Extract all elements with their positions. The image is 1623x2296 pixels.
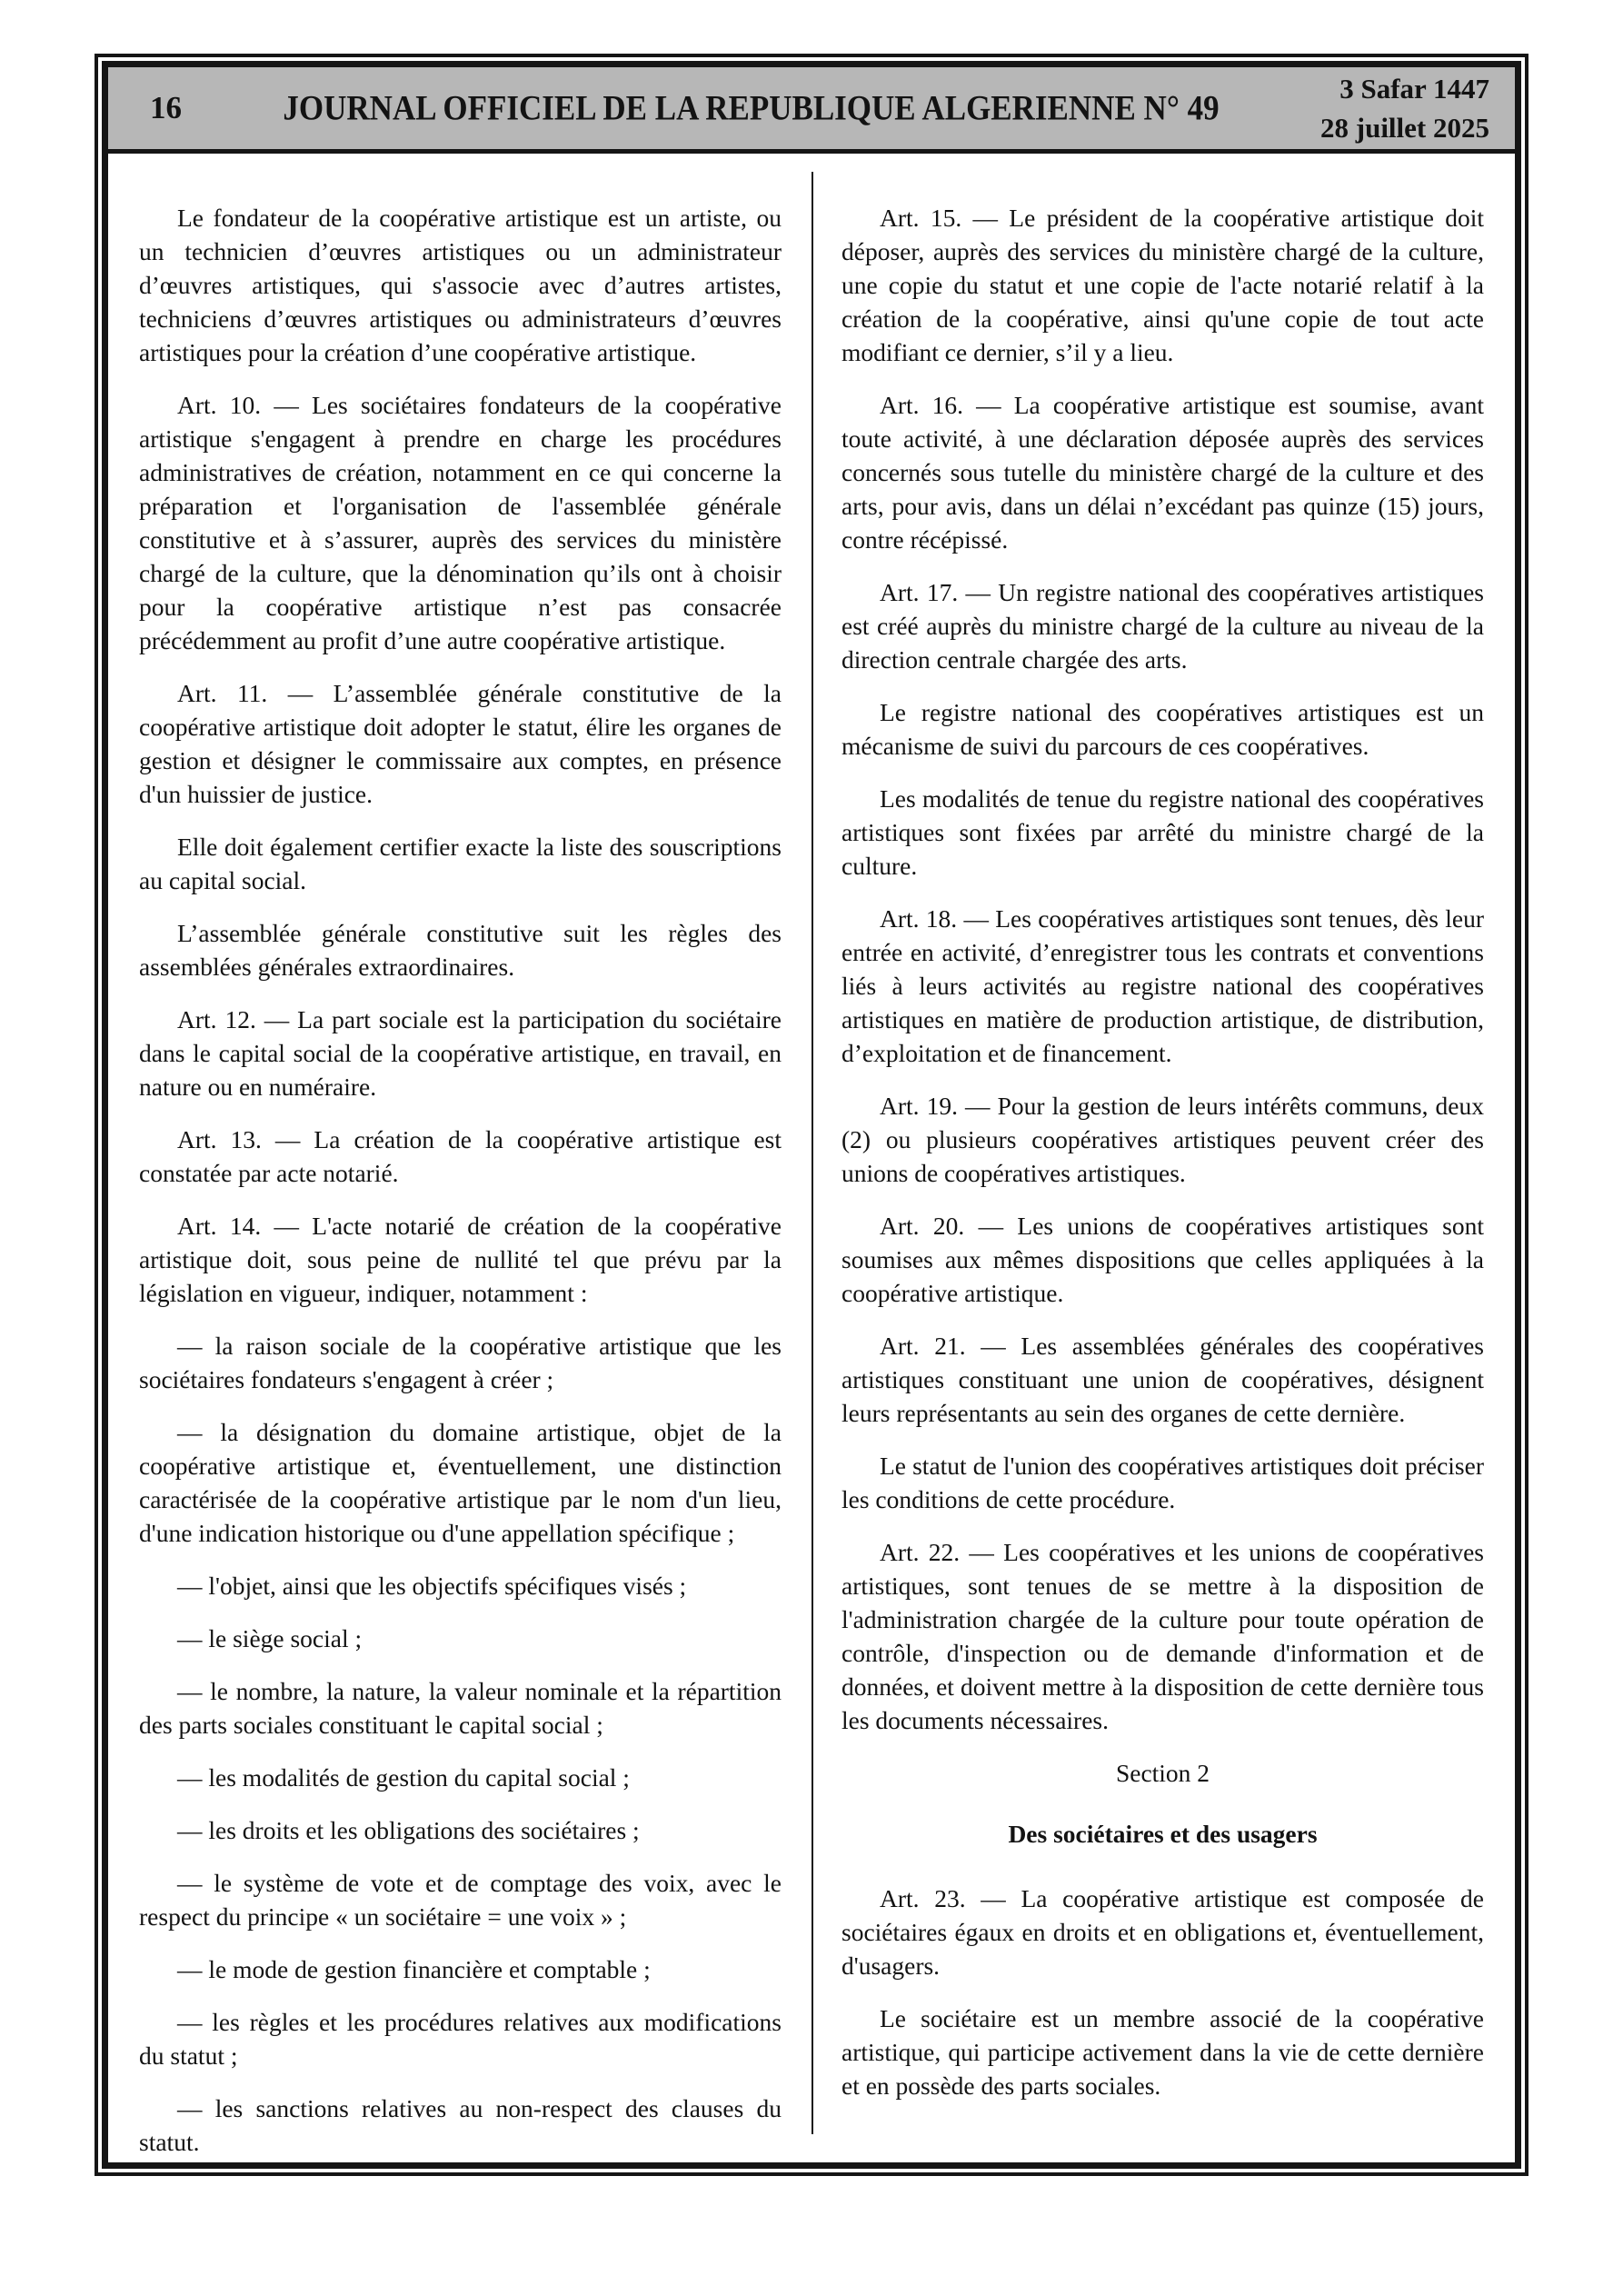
- article-11-paragraph: Art. 11. — L’assemblée générale constitutive de la coopérative artistique doit adopter le statut, élire les organes de gestion et désigner le commissaire aux comptes, en présence d'un huissier de justice.: [139, 679, 782, 808]
- article-20-paragraph: Art. 20. — Les unions de coopératives artistiques sont soumises aux mêmes dispositions que celles appliquées à la coopérative artistique.: [841, 1212, 1484, 1307]
- list-item: — le système de vote et de comptage des voix, avec le respect du principe « un sociétaire = une voix » ;: [139, 1869, 782, 1931]
- page-body: [108, 154, 1515, 2169]
- list-item: — l'objet, ainsi que les objectifs spécifiques visés ;: [177, 1572, 687, 1600]
- page-inner-frame: [102, 61, 1521, 2169]
- article-10-paragraph: Art. 10. — Les sociétaires fondateurs de la coopérative artistique s'engagent à prendre en charge les procédures administratives de création, notamment en ce qui concerne la préparation et l'organisation de l'assemblée générale constitutive et à s’assurer, auprès des services du ministère chargé de la culture, que la dénomination qu’ils ont à choisir pour la coopérative artistique n’est pas consacrée précédemment au profit d’une autre coopérative artistique.: [139, 391, 782, 654]
- list-item: — les modalités de gestion du capital social ;: [177, 1763, 630, 1792]
- section-title: Des sociétaires et des usagers: [1008, 1820, 1318, 1848]
- section-label: Section 2: [1115, 1759, 1210, 1787]
- article-11-paragraph-2: Elle doit également certifier exacte la liste des souscriptions au capital social.: [139, 833, 782, 894]
- page-header: [108, 67, 1515, 154]
- page-number: 16: [150, 90, 182, 125]
- article-17-paragraph-2: Le registre national des coopératives artistiques est un mécanisme de suivi du parcours de ces coopératives.: [841, 698, 1484, 760]
- article-23-paragraph-2: Le sociétaire est un membre associé de la coopérative artistique, qui participe activement dans la vie de cette dernière et en possède des parts sociales.: [841, 2004, 1484, 2100]
- page-outer-frame: [95, 54, 1528, 2176]
- list-item: — le mode de gestion financière et comptable ;: [177, 1955, 651, 1983]
- list-item: — les sanctions relatives au non-respect des clauses du statut.: [139, 2094, 782, 2156]
- list-item: — le siège social ;: [177, 1624, 363, 1652]
- article-18-paragraph: Art. 18. — Les coopératives artistiques sont tenues, dès leur entrée en activité, d’enregistrer tous les contrats et conventions liés à leurs activités au registre national des coopératives artistiques en matière de production artistique, de distribution, d’exploitation et de financement.: [841, 904, 1484, 1067]
- date-hijri: 3 Safar 1447: [1339, 73, 1489, 105]
- article-16-paragraph: Art. 16. — La coopérative artistique est soumise, avant toute activité, à une déclaration déposée auprès des services concernés sous tutelle du ministère chargé de la culture et des arts, pour avis, dans un délai n’excédant pas quinze (15) jours, contre récépissé.: [841, 391, 1484, 554]
- column-divider: [812, 172, 813, 2134]
- list-item: — les règles et les procédures relatives aux modifications du statut ;: [139, 2008, 782, 2070]
- list-item: — les droits et les obligations des sociétaires ;: [177, 1816, 640, 1844]
- article-15-paragraph: Art. 15. — Le président de la coopérative artistique doit déposer, auprès des services du ministère chargé de la culture, une copie du statut et une copie de l'acte notarié relatif à la création de la coopérative, ainsi qu'une copie de tout acte modifiant ce dernier, s’il y a lieu.: [841, 204, 1484, 366]
- article-22-paragraph: Art. 22. — Les coopératives et les unions de coopératives artistiques, sont tenues de se mettre à la disposition de l'administration chargée de la culture pour toute opération de contrôle, d'inspection ou de demande d'information et de données, et doivent mettre à la disposition de cette dernière tous les documents nécessaires.: [841, 1538, 1484, 1734]
- list-item: — le nombre, la nature, la valeur nominale et la répartition des parts sociales constituant le capital social ;: [139, 1677, 782, 1739]
- article-21-paragraph: Art. 21. — Les assemblées générales des coopératives artistiques constituant une union de coopératives, désignent leurs représentants au sein des organes de cette dernière.: [841, 1332, 1484, 1427]
- continuation-paragraph: Le fondateur de la coopérative artistique est un artiste, ou un technicien d’œuvres artistiques ou un administrateur d’œuvres artistiques, qui s'associe avec d’autres artistes, techniciens d’œuvres artistiques ou administrateurs d’œuvres artistiques pour la création d’une coopérative artistique.: [139, 204, 782, 366]
- journal-title: JOURNAL OFFICIEL DE LA REPUBLIQUE ALGERIENNE N° 49: [283, 87, 1220, 128]
- list-item: — la raison sociale de la coopérative artistique que les sociétaires fondateurs s'engagent à créer ;: [139, 1332, 782, 1393]
- article-21-paragraph-2: Le statut de l'union des coopératives artistiques doit préciser les conditions de cette procédure.: [841, 1452, 1484, 1513]
- article-11-paragraph-3: L’assemblée générale constitutive suit les règles des assemblées générales extraordinaires.: [139, 919, 782, 981]
- list-item: — la désignation du domaine artistique, objet de la coopérative artistique et, éventuellement, une distinction caractérisée de la coopérative artistique par le nom d'un lieu, d'une indication historique ou d'une appellation spécifique ;: [139, 1418, 782, 1547]
- article-14-paragraph: Art. 14. — L'acte notarié de création de la coopérative artistique doit, sous peine de nullité tel que prévu par la législation en vigueur, indiquer, notamment :: [139, 1212, 782, 1307]
- issue-dates: [1320, 69, 1515, 147]
- article-23-paragraph: Art. 23. — La coopérative artistique est composée de sociétaires égaux en droits et en obligations et, éventuellement, d'usagers.: [841, 1884, 1484, 1980]
- article-19-paragraph: Art. 19. — Pour la gestion de leurs intérêts communs, deux (2) ou plusieurs coopératives artistiques peuvent créer des unions de coopératives artistiques.: [841, 1092, 1484, 1187]
- left-column: [139, 201, 782, 2169]
- date-gregorian: 28 juillet 2025: [1320, 112, 1489, 144]
- article-13-paragraph: Art. 13. — La création de la coopérative artistique est constatée par acte notarié.: [139, 1125, 782, 1187]
- article-17-paragraph-3: Les modalités de tenue du registre national des coopératives artistiques sont fixées par arrêté du ministre chargé de la culture.: [841, 784, 1484, 880]
- article-17-paragraph: Art. 17. — Un registre national des coopératives artistiques est créé auprès du ministre chargé de la culture au niveau de la direction centrale chargée des arts.: [841, 578, 1484, 674]
- article-12-paragraph: Art. 12. — La part sociale est la participation du sociétaire dans le capital social de la coopérative artistique, en travail, en nature ou en numéraire.: [139, 1005, 782, 1101]
- right-column: [841, 201, 1484, 2169]
